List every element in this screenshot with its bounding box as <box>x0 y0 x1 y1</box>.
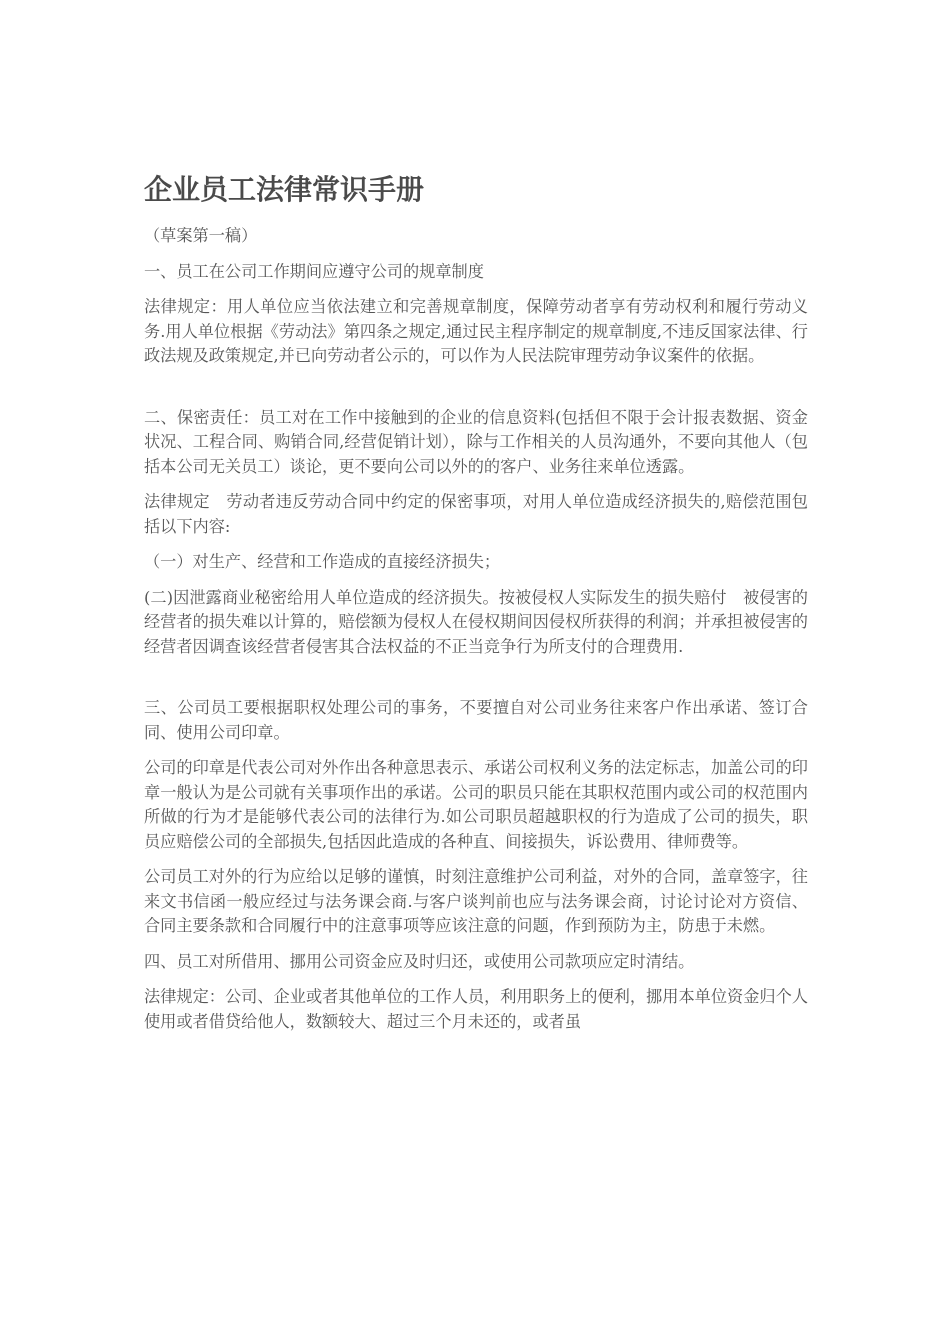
section-heading-4: 四、员工对所借用、挪用公司资金应及时归还，或使用公司款项应定时清结。 <box>144 951 695 971</box>
document-subtitle: （草案第一稿） <box>144 226 258 245</box>
section-heading-1: 一、员工在公司工作期间应遵守公司的规章制度 <box>144 261 484 281</box>
paragraph-legal-rule-4: 法律规定：公司、企业或者其他单位的工作人员，利用职务上的便利，挪用本单位资金归个人使用或者借贷给他人，数额较大、超过三个月未还的，或者虽 <box>144 987 808 1031</box>
paragraph-legal-rule-2: 法律规定 劳动者违反劳动合同中约定的保密事项，对用人单位造成经济损失的,赔偿范围包括以下内容: <box>144 492 808 536</box>
section-gap <box>144 380 808 406</box>
document-title: 企业员工法律常识手册 <box>144 173 425 206</box>
section-gap <box>144 670 808 696</box>
section-heading-3: 三、公司员工要根据职权处理公司的事务，不要擅自对公司业务往来客户作出承诺、签订合同、使用公司印章。 <box>144 698 808 742</box>
list-item-1: （一）对生产、经营和工作造成的直接经济损失； <box>144 552 501 571</box>
paragraph-caution: 公司员工对外的行为应给以足够的谨慎，时刻注意维护公司利益，对外的合同，盖章签字，往来文书信函一般应经过与法务课会商.与客户谈判前也应与法务课会商，讨论讨论对方资信、合同主要条款和合同履行中的注意事项等应该注意的问题，作到预防为主，防患于未燃。 <box>144 867 808 935</box>
document-page <box>144 170 808 1045</box>
paragraph-legal-rule-1: 法律规定：用人单位应当依法建立和完善规章制度，保障劳动者享有劳动权利和履行劳动义务.用人单位根据《劳动法》第四条之规定,通过民主程序制定的规章制度,不违反国家法律、行政法规及政策规定,并已向劳动者公示的，可以作为人民法院审理劳动争议案件的依据。 <box>144 297 808 365</box>
paragraph-seal-explanation: 公司的印章是代表公司对外作出各种意思表示、承诺公司权利义务的法定标志，加盖公司的印章一般认为是公司就有关事项作出的承诺。公司的职员只能在其职权范围内或公司的权范围内所做的行为才是能够代表公司的法律行为.如公司职员超越职权的行为造成了公司的损失，职员应赔偿公司的全部损失,包括因此造成的各种直、间接损失，诉讼费用、律师费等。 <box>144 758 808 851</box>
section-heading-2: 二、保密责任：员工对在工作中接触到的企业的信息资料(包括但不限于会计报表数据、资金状况、工程合同、购销合同,经营促销计划），除与工作相关的人员沟通外，不要向其他人（包括本公司无关员工）谈论，更不要向公司以外的的客户、业务往来单位透露。 <box>144 407 808 476</box>
list-item-2: (二)因泄露商业秘密给用人单位造成的经济损失。按被侵权人实际发生的损失赔付 被侵害的经营者的损失难以计算的，赔偿额为侵权人在侵权期间因侵权所获得的利润；并承担被侵害的经营者因调查该经营者侵害其合法权益的不正当竞争行为所支付的合理费用. <box>144 587 808 656</box>
